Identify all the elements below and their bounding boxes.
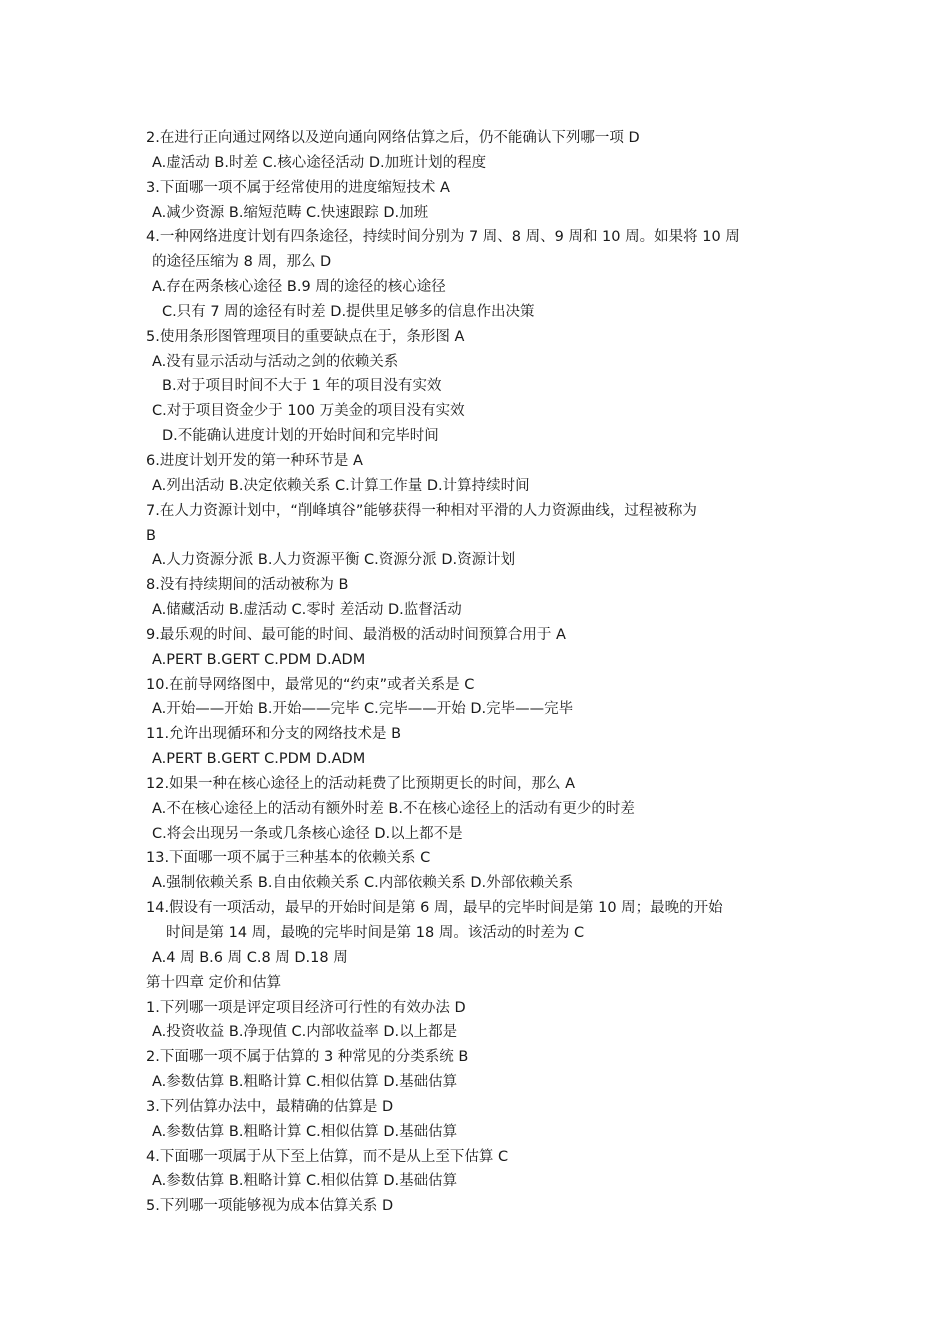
question-12-options-ab: A.不在核心途径上的活动有额外时差 B.不在核心途径上的活动有更少的时差: [152, 800, 635, 817]
question-14-stem-cont: 时间是第 14 周，最晚的完毕时间是第 18 周。该活动的时差为 C: [166, 925, 585, 941]
question-5-option-c: C.对于项目资金少于 100 万美金的项目没有实效: [152, 403, 465, 420]
ch14-question-3-stem: 3.下列估算办法中，最精确的估算是 D: [146, 1098, 394, 1115]
question-5-option-d: D.不能确认进度计划的开始时间和完毕时间: [162, 428, 439, 445]
question-10-options: A.开始——开始 B.开始——完毕 C.完毕——开始 D.完毕——完毕: [152, 701, 574, 718]
question-9-options: A.PERT B.GERT C.PDM D.ADM: [152, 651, 366, 668]
ch14-question-4-stem: 4.下面哪一项属于从下至上估算，而不是从上至下估算 C: [146, 1148, 509, 1165]
question-4-stem: 4.一种网络进度计划有四条途径，持续时间分别为 7 周、8 周、9 周和 10 周。如果将 10 周: [146, 229, 740, 246]
question-6-stem: 6.进度计划开发的第一种环节是 A: [146, 452, 363, 469]
question-7-stem: 7.在人力资源计划中，“削峰填谷”能够获得一种相对平滑的人力资源曲线，过程被称为: [146, 502, 697, 519]
ch14-question-3-options: A.参数估算 B.粗略计算 C.相似估算 D.基础估算: [152, 1123, 458, 1140]
question-6-options: A.列出活动 B.决定依赖关系 C.计算工作量 D.计算持续时间: [152, 477, 530, 494]
ch14-question-4-options: A.参数估算 B.粗略计算 C.相似估算 D.基础估算: [152, 1173, 458, 1190]
question-7-options: A.人力资源分派 B.人力资源平衡 C.资源分派 D.资源计划: [152, 552, 516, 569]
ch14-question-1-options: A.投资收益 B.净现值 C.内部收益率 D.以上都是: [152, 1024, 458, 1041]
ch14-question-1-stem: 1.下列哪一项是评定项目经济可行性的有效办法 D: [146, 999, 466, 1016]
question-9-stem: 9.最乐观的时间、最可能的时间、最消极的活动时间预算合用于 A: [146, 626, 566, 643]
question-2-options: A.虚活动 B.时差 C.核心途径活动 D.加班计划的程度: [152, 154, 487, 171]
question-5-option-b: B.对于项目时间不大于 1 年的项目没有实效: [162, 378, 442, 395]
question-14-options: A.4 周 B.6 周 C.8 周 D.18 周: [152, 949, 348, 966]
question-list: [146, 126, 816, 1219]
ch14-question-2-stem: 2.下面哪一项不属于估算的 3 种常见的分类系统 B: [146, 1049, 469, 1066]
question-12-stem: 12.如果一种在核心途径上的活动耗费了比预期更长的时间，那么 A: [146, 775, 576, 792]
question-5-option-a: A.没有显示活动与活动之剑的依赖关系: [152, 353, 399, 370]
question-11-stem: 11.允许出现循环和分支的网络技术是 B: [146, 726, 402, 743]
ch14-question-2-options: A.参数估算 B.粗略计算 C.相似估算 D.基础估算: [152, 1074, 458, 1091]
question-13-stem: 13.下面哪一项不属于三种基本的依赖关系 C: [146, 850, 431, 867]
question-10-stem: 10.在前导网络图中，最常见的“约束”或者关系是 C: [146, 676, 475, 693]
question-8-options: A.储藏活动 B.虚活动 C.零时 差活动 D.监督活动: [152, 602, 462, 619]
question-11-options: A.PERT B.GERT C.PDM D.ADM: [152, 751, 366, 768]
question-2-stem: 2.在进行正向通过网络以及逆向通向网络估算之后，仍不能确认下列哪一项 D: [146, 130, 640, 146]
question-12-options-cd: C.将会出现另一条或几条核心途径 D.以上都不是: [152, 825, 463, 842]
question-7-answer: B: [146, 527, 156, 544]
ch14-question-5-stem: 5.下列哪一项能够视为成本估算关系 D: [146, 1198, 394, 1215]
question-3-options: A.减少资源 B.缩短范畴 C.快速跟踪 D.加班: [152, 204, 429, 221]
question-5-stem: 5.使用条形图管理项目的重要缺点在于，条形图 A: [146, 328, 465, 345]
question-14-stem: 14.假设有一项活动，最早的开始时间是第 6 周，最早的完毕时间是第 10 周；最晚的开始: [146, 900, 723, 917]
question-4-options-ab: A.存在两条核心途径 B.9 周的途径的核心途径: [152, 279, 446, 296]
question-4-options-cd: C.只有 7 周的途径有时差 D.提供里足够多的信息作出决策: [162, 303, 535, 320]
chapter-heading: 第十四章 定价和估算: [146, 974, 282, 991]
question-3-stem: 3.下面哪一项不属于经常使用的进度缩短技术 A: [146, 179, 450, 196]
question-8-stem: 8.没有持续期间的活动被称为 B: [146, 577, 349, 594]
question-4-stem-cont: 的途径压缩为 8 周，那么 D: [152, 254, 332, 271]
question-13-options: A.强制依赖关系 B.自由依赖关系 C.内部依赖关系 D.外部依赖关系: [152, 875, 574, 892]
